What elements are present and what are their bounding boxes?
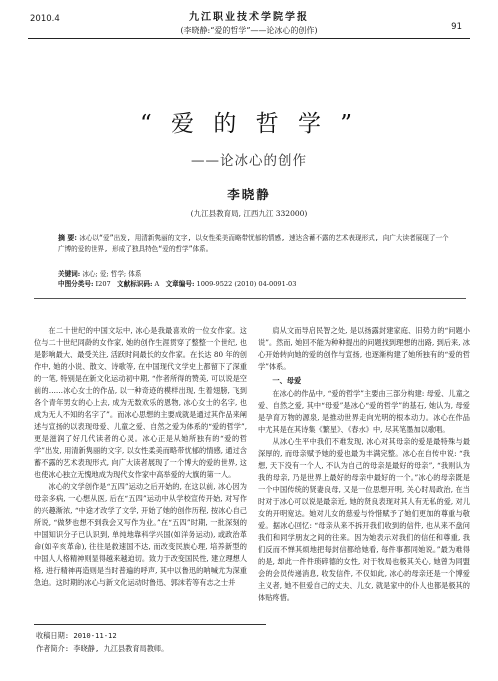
keywords-label: 关键词: <box>58 270 81 278</box>
abstract-block <box>58 233 450 254</box>
received-date: 2010-11-12 <box>73 631 117 640</box>
footnote-rule <box>34 624 266 625</box>
clc-label: 中图分类号: <box>58 280 94 288</box>
page-number: 91 <box>451 22 462 32</box>
article-id-label: 文章编号: <box>165 280 195 288</box>
article-id-value: 1009-9522 (2010) 04-0091-03 <box>196 280 297 288</box>
doc-code-label: 文献标识码: <box>117 280 153 288</box>
doc-code-value: A <box>154 280 160 288</box>
body-column-left <box>34 325 247 589</box>
clc-value: I207 <box>95 280 111 288</box>
abstract-text: 冰心以“爱”出发, 用清新隽丽的文字, 以女性柔美而略带忧郁的情感, 速达含蓄不露的艺术表现形式, 向广大读者展现了一个广博的爱的世界, 形成了独具特色“爱的哲学”体系。 <box>58 234 449 253</box>
issue-date: 2010.4 <box>30 14 60 24</box>
abstract-label: 摘 要: <box>58 233 78 242</box>
author-name: 李晓静 <box>227 187 271 202</box>
author-bio-line <box>36 642 168 655</box>
body-paragraph: 在冰心的作品中, “爱的哲学”主要由三部分构建: 母爱、儿童之爱、自然之爱, 其中“母爱”是冰心“爱的哲学”的基石, 她认为, 母爱是孕育万物的源泉, 是推动世界走向光明的根本动力。冰心在作品中尤其是在其诗集《繁星》、《春水》中, 尽其笔墨加以歌唱。 <box>258 389 470 434</box>
journal-name: 九江职业技术学院学报 <box>189 12 309 23</box>
article-title: “ 爱 的 哲 学 ” <box>139 111 359 137</box>
section-heading: 一、母爱 <box>272 376 302 385</box>
meta-rule <box>34 298 466 299</box>
received-line <box>36 629 168 642</box>
author-bio-text: 李晓静, 九江县教育局教师。 <box>73 644 169 653</box>
author-affiliation: (九江县教育局, 江西九江 332000) <box>190 209 308 218</box>
body-paragraph: 在二十世纪的中国文坛中, 冰心是我最喜欢的一位女作家。这位与二十世纪同龄的女作家, 她的创作生涯贯穿了整整一个世纪, 也是影响最大、最受关注, 活跃时间最长的女作家。在长达 80 年的创作中, 她的小说、散文、诗歌等, 在中国现代文学史上都留下了深重的一笔, 特别是在新文化运动初中期, “作者所得的赞美, 可以说是空前的……冰心女士的作品, 以一种奇迹的模样出现, 生着翅膀, 飞到各个青年男女的心上去, 成为无数欢乐的恩物, 冰心女士的名字, 也成为无人不知的名字了”。而冰心思想的主要成就是通过其作品来阐述与宣扬的以表现母爱、儿童之爱、自然之爱为体系的“爱的哲学”, 更是滋润了好几代读者的心灵。冰心正是从她所独有的“爱的哲学”出发, 用清新隽丽的文字, 以女性柔美而略带忧郁的情感, 通过含蓄不露的艺术表现形式, 向广大读者展现了一个博大的爱的世界, 这也使冰心独立无愧地成为现代女作家中高举爱的大旗的第一人。 <box>34 326 247 479</box>
keywords-text: 冰心; 爱; 哲学; 体系 <box>82 270 142 278</box>
received-label: 收稿日期: <box>36 631 70 640</box>
author-bio-label: 作者简介: <box>36 644 70 653</box>
body-paragraph: 肩从文而导启民智之处, 是以扬露封建家庭、旧势力的“问题小说”。然而, 她回不能为种种提出的问题找到理想的出路, 到后来, 冰心开始转向她的爱的创作与宣扬, 也逐渐构建了她所独有的“爱的哲学”体系。 <box>258 326 470 371</box>
footnote-block <box>36 629 168 655</box>
body-column-right <box>258 325 470 604</box>
classification-line <box>58 279 450 289</box>
body-paragraph: 从冰心生平中我们不难发现, 冰心对其母亲的爱是最特殊与最深厚的, 而母亲赋予她的爱也最为丰满完整。冰心在自传中说: “我想, 天下没有一个人, 不认为自己的母亲是最好的母亲”, “我则认为我的母亲, 乃是世界上最好的母亲中最好的一个。”冰心的母亲既是一个中国传统的贤妻良母, 又是一位思想开明, 关心时局政治, 在当时对于冰心可以说是最亲近, 她的贤良表现对其人有无私的爱, 对儿女的开明宽达。她对儿女的慈爱与怜惜赋予了她们更加的尊重与敬爱。据冰心回忆: “母亲从来不拆开我们收到的信件, 也从来不盘问我们和同学朋友之间的往来。因为她表示对我们的信任和尊重, 我们反而不惮其烦地把每封信都给她看, 每件事都同她说。”最为难得的是, 却此一件件琐碎德的女性, 对于牧局也极其关心, 她曾为同盟会的会员传递消息, 收发信件, 不仅如此, 冰心的母亲还是一个博爱主义者, 她不但爱自己的丈夫、儿女, 就是家中的仆人也都是极其的体贴疼惜。 <box>258 437 470 602</box>
keywords-line <box>58 269 450 279</box>
meta-block <box>58 269 450 289</box>
running-title: (李晓静:“爱的哲学”——论冰心的创作) <box>180 26 318 35</box>
header-rule <box>28 38 470 39</box>
body-paragraph: 冰心的文学创作是“五四”运动之后开始的, 在这以前, 冰心因为母亲多病, 一心想从医, 后在“五四”运动中从学校宣传开始, 对写作的兴趣渐浓, “中途才改学了文学, 开始了她的创作历程, 按冰心自己所说, “做梦也想不到我会又写作为业。”在“五四”时期, 一批深刻的中国知识分子已认识到, 单纯地靠科学兴国(如洋务运动), 或政治革命(如辛亥革命), 往往是救速国不达, 而改变民族心理, 培养新型的中国人人格精神则显得越来越迫切。致力于改变国民性, 建立理想人格, 进行精神再造则是当时普遍的呼声, 其中以鲁迅的呐喊尤为深重急迫。这时期的冰心与新文化运动时鲁迅、郭沫若等有志之士并 <box>34 482 248 587</box>
article-subtitle: ——论冰心的创作 <box>191 153 307 169</box>
